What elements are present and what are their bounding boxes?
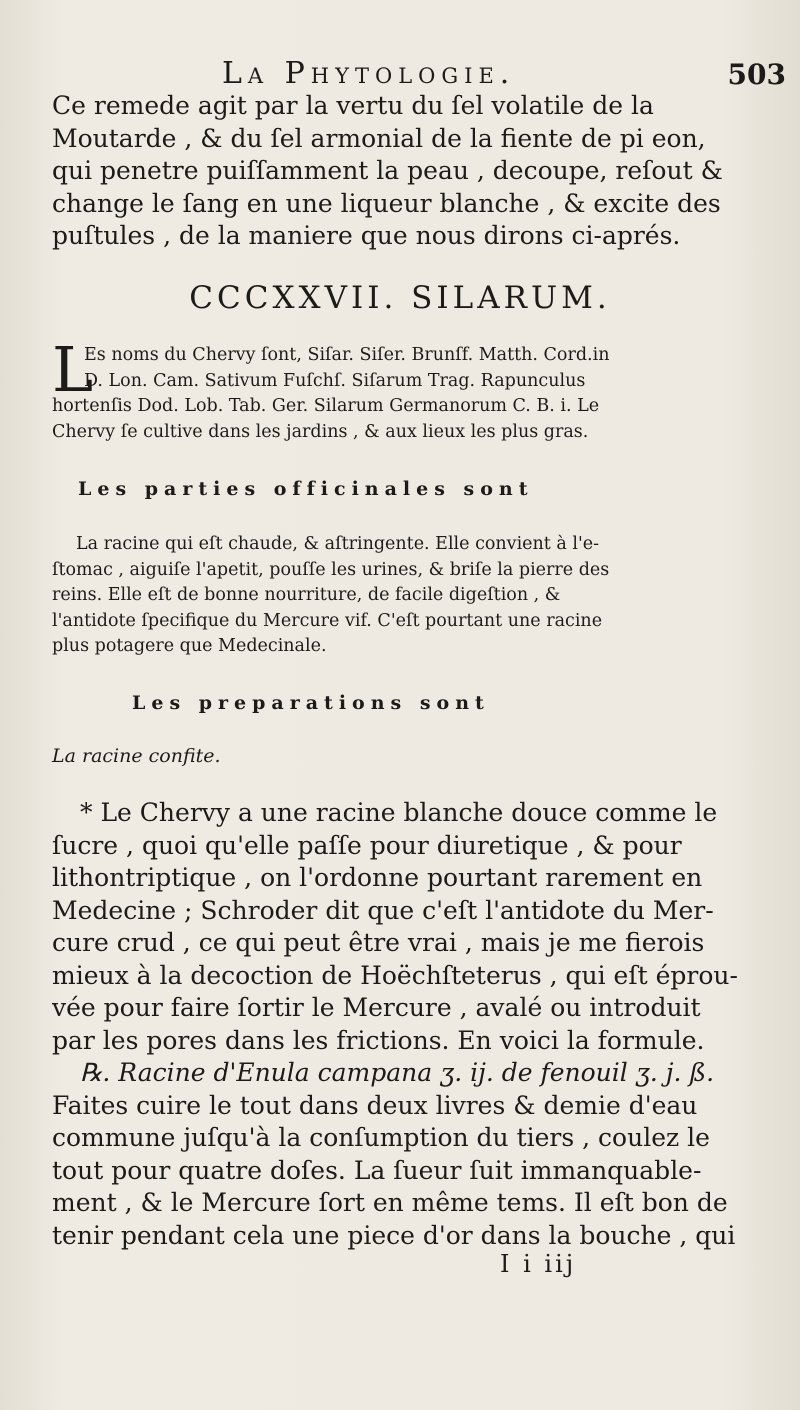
text-line: ment , & le Mercure ſort en même tems. Il eſt bon de xyxy=(52,1188,728,1217)
signature-mark: I i iij xyxy=(500,1250,577,1278)
page-number: 503 xyxy=(727,58,786,91)
text-line: ſucre , quoi qu'elle paſſe pour diuretique , & pour xyxy=(52,830,682,860)
text-line: tout pour quatre doſes. La ſueur ſuit immanquable- xyxy=(52,1155,702,1185)
chapter-title: CCCXXVII. SILARUM. xyxy=(189,280,611,316)
text-line: commune juſqu'à la conſumption du tiers , coulez le xyxy=(52,1123,710,1152)
text-line: mieux à la decoction de Hoëchſteterus , qui eſt éprou- xyxy=(52,960,738,990)
parties-paragraph xyxy=(52,532,786,660)
text-line: qui penetre puiſſamment la peau , decoupe, reſout & xyxy=(52,156,723,185)
text-line: change le ſang en une liqueur blanche , & excite des xyxy=(52,188,721,218)
text-line: Moutarde , & du ſel armonial de la fiente de pi eon, xyxy=(52,123,706,153)
text-line: Medecine ; Schroder dit que c'eſt l'antidote du Mer- xyxy=(52,895,714,925)
text-line: plus potagere que Medecinale. xyxy=(52,636,327,656)
text-line: tenir pendant cela une piece d'or dans la bouche , qui xyxy=(52,1220,736,1250)
text-line: vée pour faire ſortir le Mercure , avalé ou introduit xyxy=(52,993,701,1022)
text-line: ſtomac , aiguiſe l'apetit, pouſſe les urines, & briſe la pierre des xyxy=(52,559,610,580)
text-line: cure crud , ce qui peut être vrai , mais je me fierois xyxy=(52,928,705,957)
text-line: hortenſis Dod. Lob. Tab. Ger. Silarum Germanorum C. B. i. Le xyxy=(52,396,600,416)
preparation-item: La racine confite. xyxy=(52,745,221,767)
drop-capital: L xyxy=(52,333,94,406)
text-line: Faites cuire le tout dans deux livres & demie d'eau xyxy=(52,1090,698,1120)
text-line: * Le Chervy a une racine blanche douce comme le xyxy=(80,798,718,827)
text-line: l'antidote ſpecifique du Mercure vif. C'eſt pourtant une racine xyxy=(52,610,603,631)
text-line: reins. Elle eſt de bonne nourriture, de facile digeſtion , & xyxy=(52,585,561,605)
text-line: puſtules , de la maniere que nous dirons ci-aprés. xyxy=(52,221,681,250)
recipe-line: ℞. Racine d'Enula campana ʒ. ij. de fenouil ʒ. j. ß. xyxy=(80,1058,715,1087)
text-line: La racine qui eſt chaude, & aſtringente. Elle convient à l'e- xyxy=(76,534,600,554)
names-paragraph xyxy=(52,343,786,445)
text-line: lithontriptique , on l'ordonne pourtant rarement en xyxy=(52,863,703,892)
note-paragraph xyxy=(52,797,786,1252)
running-head: La Phytologie. xyxy=(222,56,516,91)
section-heading-preparations: Les preparations sont xyxy=(132,692,490,714)
text-line: Chervy ſe cultive dans les jardins , & aux lieux les plus gras. xyxy=(52,421,589,442)
text-line: Es noms du Chervy ſont, Siſar. Siſer. Brunſf. Matth. Cord.in xyxy=(84,345,610,365)
text-line: D. Lon. Cam. Sativum Fuſchſ. Siſarum Trag. Rapunculus xyxy=(84,370,586,391)
text-line: Ce remede agit par la vertu du ſel volatile de la xyxy=(52,91,654,120)
section-heading-parties: Les parties officinales sont xyxy=(78,478,534,500)
text-line: par les pores dans les frictions. En voici la formule. xyxy=(52,1025,705,1055)
intro-paragraph xyxy=(52,90,786,253)
